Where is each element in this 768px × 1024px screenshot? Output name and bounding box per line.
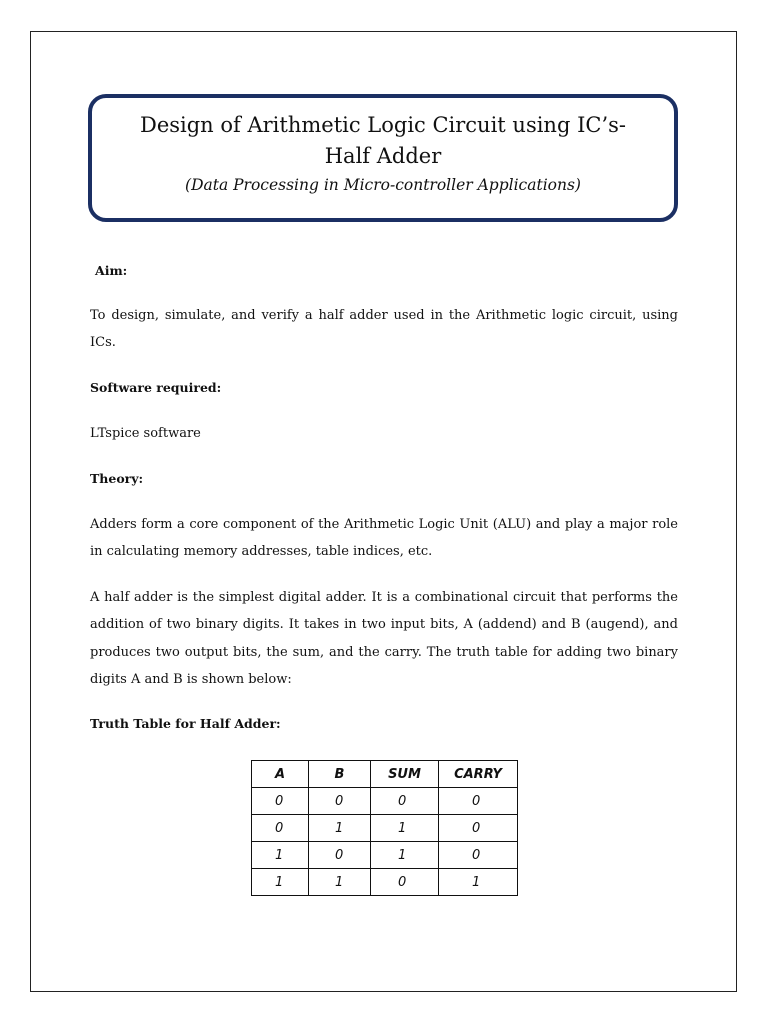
- column-header-sum: SUM: [371, 761, 439, 788]
- table-cell: 1: [371, 842, 439, 869]
- table-cell: 1: [252, 869, 309, 896]
- table-cell: 1: [309, 869, 371, 896]
- document-subtitle: (Data Processing in Micro-controller Applications): [185, 176, 581, 194]
- table-cell: 0: [371, 788, 439, 815]
- table-cell: 0: [252, 815, 309, 842]
- truth-table: [251, 760, 518, 896]
- table-cell: 0: [439, 815, 518, 842]
- table-cell: 1: [309, 815, 371, 842]
- column-header-a: A: [252, 761, 309, 788]
- table-cell: 1: [371, 815, 439, 842]
- theory-paragraph-2: A half adder is the simplest digital adder. It is a combinational circuit that performs the addition of two binary digits. It takes in two input bits, A (addend) and B (augend), and produces two output bits, the sum, and the carry. The truth table for adding two binary digits A and B is shown below:: [90, 590, 678, 687]
- document-title-line-2: Half Adder: [324, 144, 442, 168]
- table-cell: 0: [439, 842, 518, 869]
- table-row: [252, 869, 518, 896]
- title-box: [88, 94, 678, 222]
- table-header-row: [252, 761, 518, 788]
- table-cell: 0: [371, 869, 439, 896]
- column-header-b: B: [309, 761, 371, 788]
- column-header-carry: CARRY: [439, 761, 518, 788]
- document-title-line-1: Design of Arithmetic Logic Circuit using IC’s-: [139, 113, 626, 137]
- table-cell: 0: [309, 788, 371, 815]
- table-cell: 0: [439, 788, 518, 815]
- theory-paragraph-1: Adders form a core component of the Arithmetic Logic Unit (ALU) and play a major role in calculating memory addresses, table indices, etc.: [90, 517, 678, 560]
- table-row: [252, 788, 518, 815]
- software-text: LTspice software: [90, 426, 201, 441]
- table-cell: 0: [252, 788, 309, 815]
- truth-table-heading: Truth Table for Half Adder:: [90, 716, 281, 731]
- aim-heading: Aim:: [95, 263, 128, 278]
- aim-text: To design, simulate, and verify a half adder used in the Arithmetic logic circuit, using ICs.: [90, 308, 678, 351]
- software-heading: Software required:: [90, 380, 222, 395]
- table-cell: 1: [439, 869, 518, 896]
- theory-heading: Theory:: [90, 471, 144, 486]
- table-cell: 1: [252, 842, 309, 869]
- table-row: [252, 815, 518, 842]
- table-cell: 0: [309, 842, 371, 869]
- table-row: [252, 842, 518, 869]
